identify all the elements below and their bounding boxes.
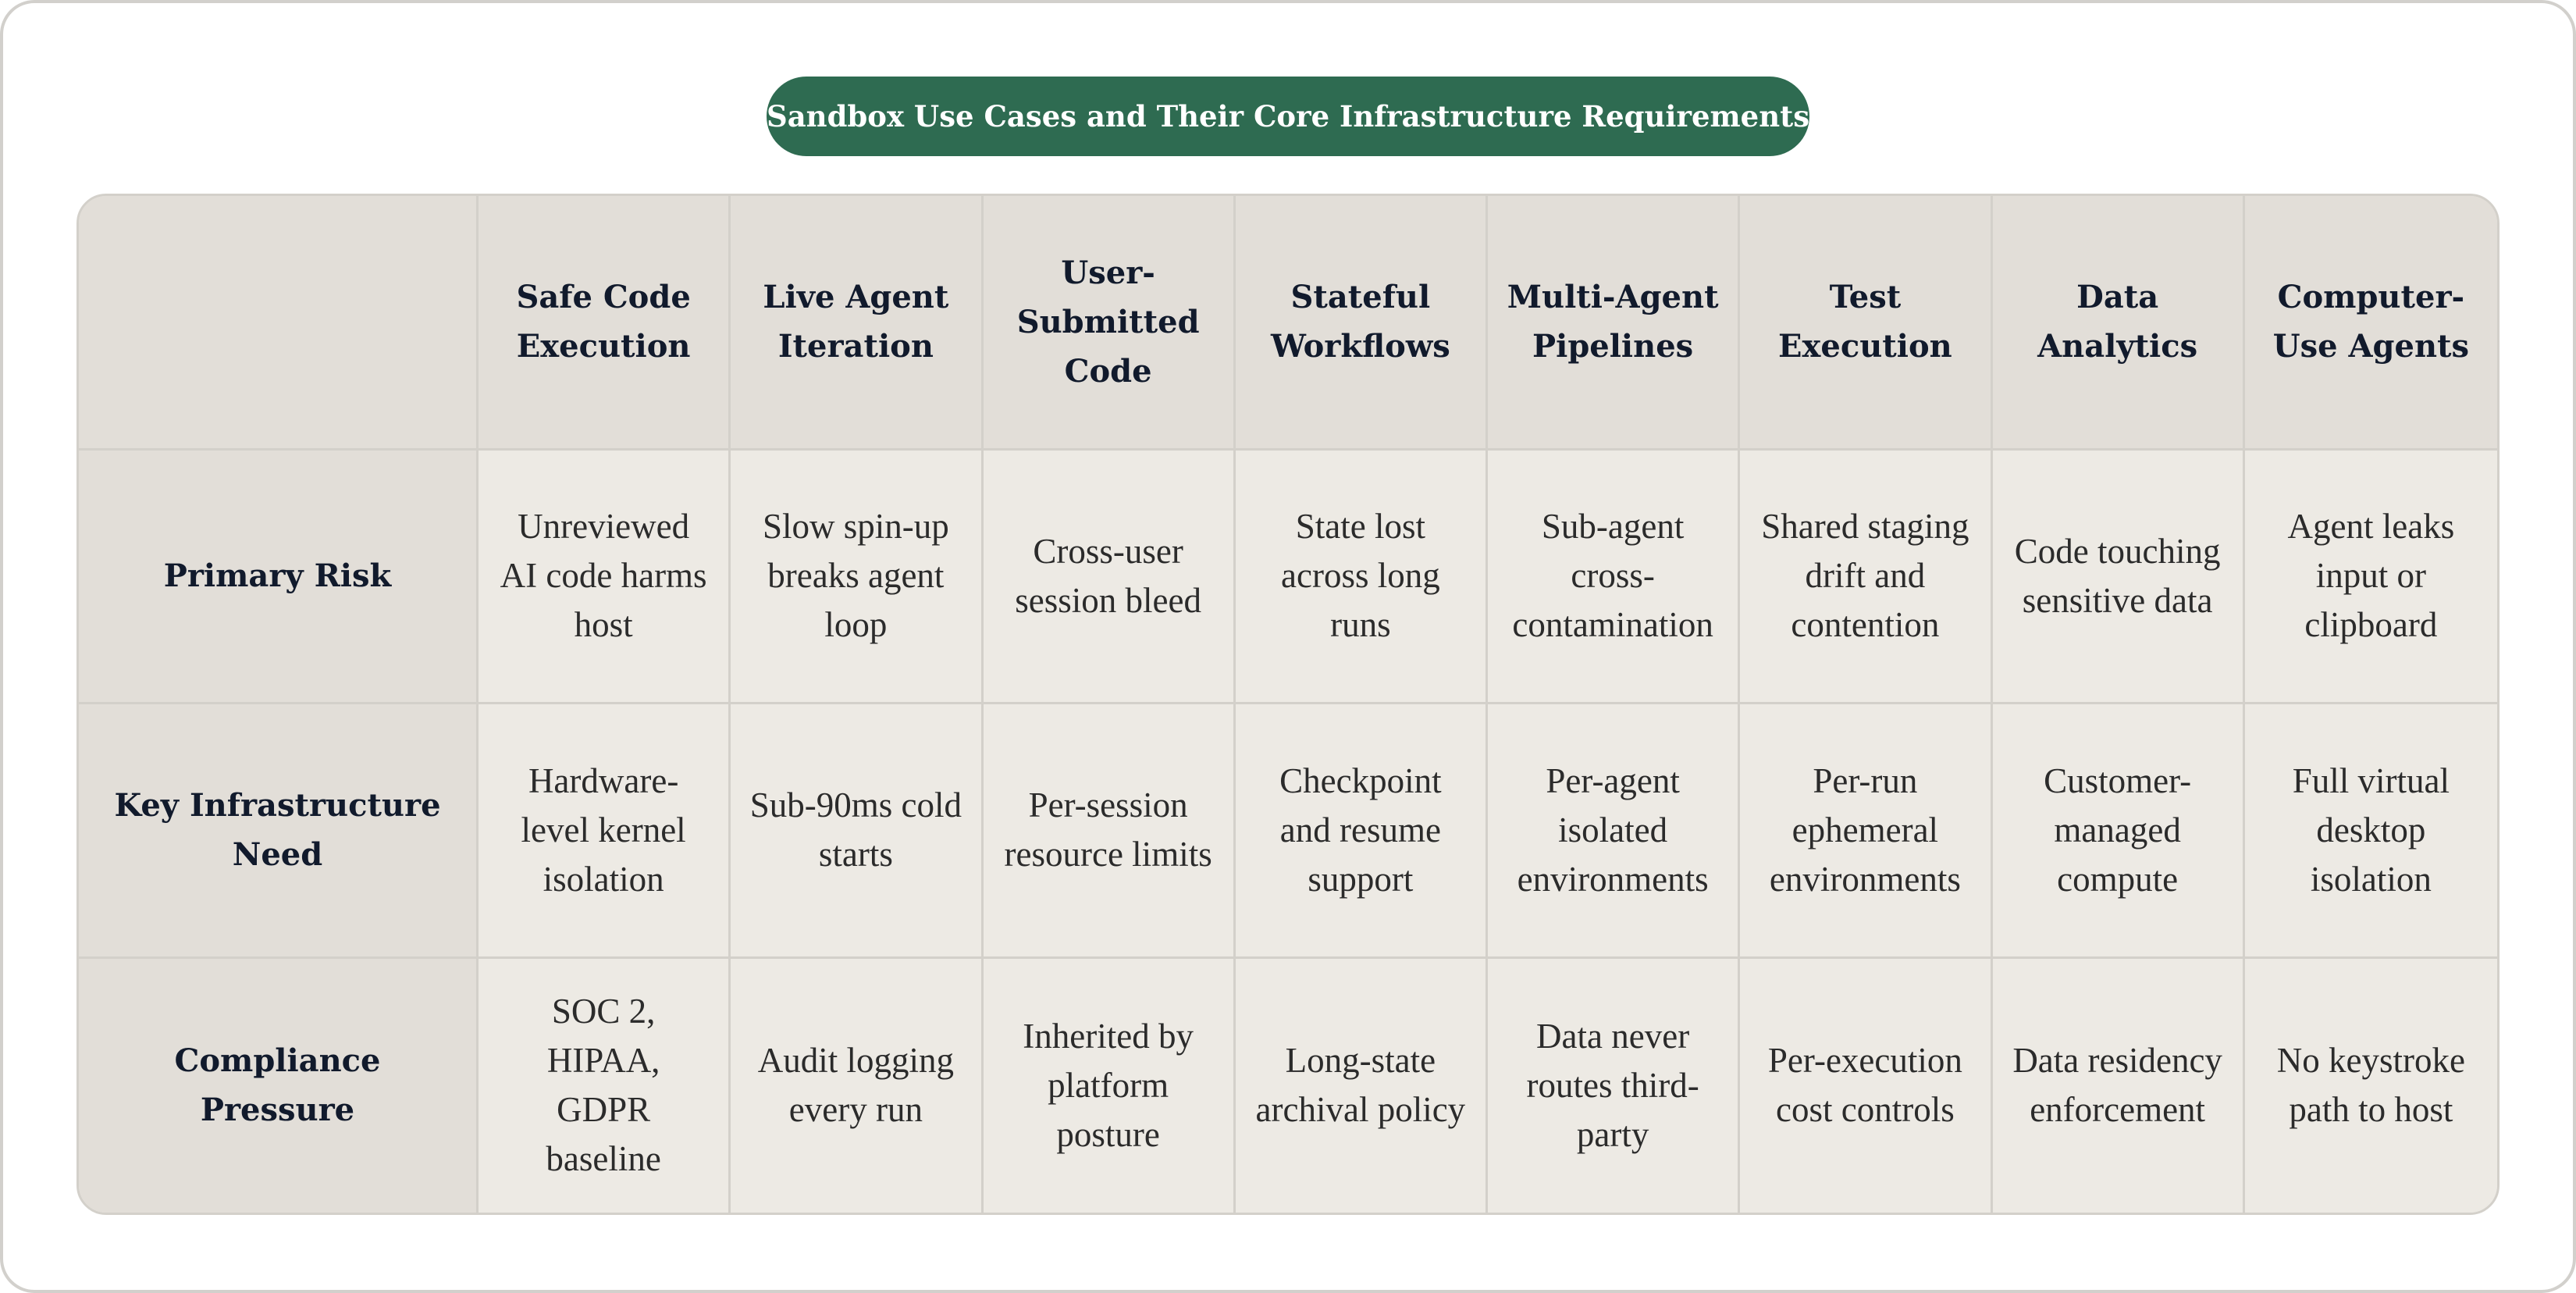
column-header-safe-code-execution: Safe Code Execution [479, 196, 731, 451]
column-header-live-agent-iteration: Live Agent Iteration [731, 196, 983, 451]
cell-compliance-multi-agent-pipelines: Data never routes third-party [1488, 959, 1740, 1213]
cell-infra-need-live-agent-iteration: Sub-90ms cold starts [731, 704, 983, 959]
cell-primary-risk-user-submitted-code: Cross-user session bleed [984, 451, 1236, 705]
corner-cell [79, 196, 479, 451]
cell-compliance-computer-use-agents: No keystroke path to host [2245, 959, 2497, 1213]
cell-compliance-live-agent-iteration: Audit logging every run [731, 959, 983, 1213]
cell-primary-risk-test-execution: Shared staging drift and contention [1740, 451, 1992, 705]
cell-compliance-user-submitted-code: Inherited by platform posture [984, 959, 1236, 1213]
column-header-computer-use-agents: Computer-Use Agents [2245, 196, 2497, 451]
column-header-data-analytics: Data Analytics [1993, 196, 2245, 451]
row-header-primary-risk: Primary Risk [79, 451, 479, 705]
cell-infra-need-test-execution: Per-run ephemeral environments [1740, 704, 1992, 959]
cell-infra-need-multi-agent-pipelines: Per-agent isolated environments [1488, 704, 1740, 959]
cell-infra-need-stateful-workflows: Checkpoint and resume support [1236, 704, 1488, 959]
column-header-stateful-workflows: Stateful Workflows [1236, 196, 1488, 451]
cell-infra-need-safe-code-execution: Hardware-level kernel isolation [479, 704, 731, 959]
row-header-compliance-pressure: Compliance Pressure [79, 959, 479, 1213]
cell-primary-risk-live-agent-iteration: Slow spin-up breaks agent loop [731, 451, 983, 705]
use-case-matrix [76, 194, 2500, 1215]
cell-infra-need-user-submitted-code: Per-session resource limits [984, 704, 1236, 959]
column-header-test-execution: Test Execution [1740, 196, 1992, 451]
cell-compliance-safe-code-execution: SOC 2, HIPAA, GDPR baseline [479, 959, 731, 1213]
cell-infra-need-computer-use-agents: Full virtual desktop isolation [2245, 704, 2497, 959]
cell-infra-need-data-analytics: Customer-managed compute [1993, 704, 2245, 959]
cell-primary-risk-safe-code-execution: Unreviewed AI code harms host [479, 451, 731, 705]
cell-compliance-test-execution: Per-execution cost controls [1740, 959, 1992, 1213]
cell-primary-risk-stateful-workflows: State lost across long runs [1236, 451, 1488, 705]
column-header-user-submitted-code: User-Submitted Code [984, 196, 1236, 451]
figure-title: Sandbox Use Cases and Their Core Infrastructure Requirements [767, 77, 1809, 156]
cell-primary-risk-data-analytics: Code touching sensitive data [1993, 451, 2245, 705]
cell-compliance-stateful-workflows: Long-state archival policy [1236, 959, 1488, 1213]
cell-compliance-data-analytics: Data residency enforcement [1993, 959, 2245, 1213]
cell-primary-risk-multi-agent-pipelines: Sub-agent cross-contamination [1488, 451, 1740, 705]
row-header-key-infrastructure-need: Key Infrastructure Need [79, 704, 479, 959]
column-header-multi-agent-pipelines: Multi-Agent Pipelines [1488, 196, 1740, 451]
cell-primary-risk-computer-use-agents: Agent leaks input or clipboard [2245, 451, 2497, 705]
